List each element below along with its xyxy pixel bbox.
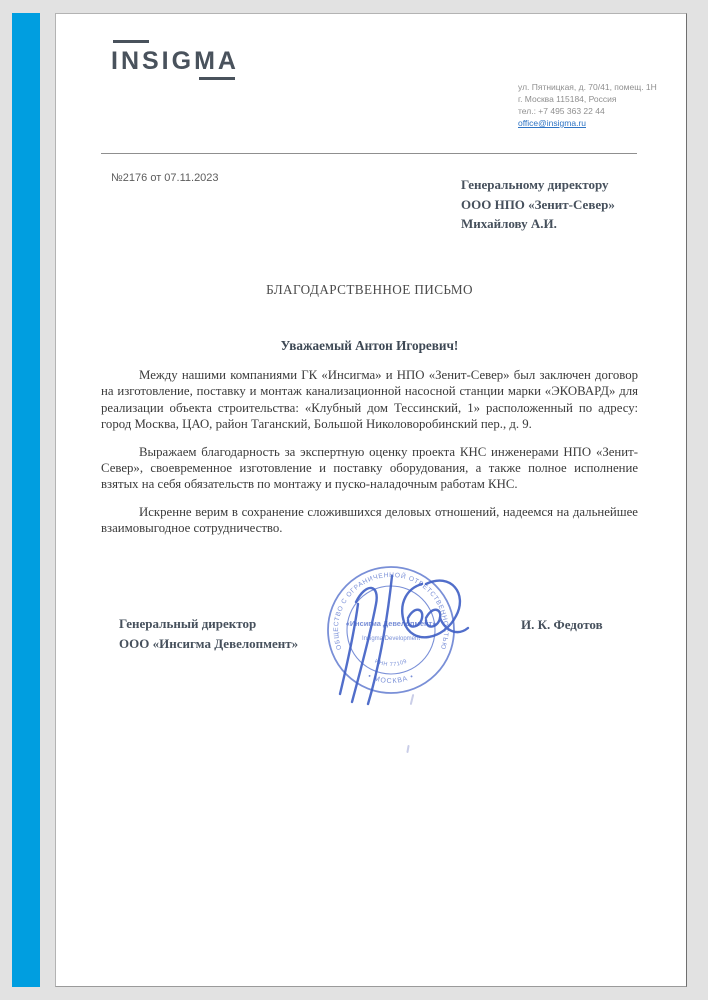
recipient-line: ООО НПО «Зенит-Север»: [461, 196, 615, 212]
header-divider: [101, 153, 637, 154]
stamp-center-name-en: Insigma Development: [361, 636, 421, 642]
address-line: г. Москва 115184, Россия: [518, 94, 617, 104]
letter-title: БЛАГОДАРСТВЕННОЕ ПИСЬМО: [266, 282, 473, 297]
letter-page: [55, 13, 687, 987]
letter-paragraph: Между нашими компаниями ГК «Инсигма» и НПО «Зенит-Север» был заключен договор на изготовление, поставку и монтаж канализационной насосной станции марки «ЭКОВАРД» для реализации объекта строительства: «Клубный дом Тессинский, 1» расположенный по адресу: город Москва, ЦАО, район Таганский, Большой Николоворобинский пер., д. 9.: [101, 368, 638, 432]
letter-paragraph: Искренне верим в сохранение сложившихся деловых отношений, надеемся на дальнейшее взаимовыгодное сотрудничество.: [101, 504, 638, 536]
email-link[interactable]: office@insigma.ru: [518, 118, 586, 128]
company-address: [518, 81, 657, 129]
accent-bar: [12, 13, 40, 987]
reference-number: №2176 от 07.11.2023: [111, 172, 219, 184]
signer-company: ООО «Инсигма Девелопмент»: [119, 636, 299, 651]
signature-title-block: [119, 614, 298, 654]
stamp-city-text: • МОСКВА •: [366, 672, 416, 686]
signer-name: И. К. Федотов: [521, 617, 603, 632]
address-line: ул. Пятницкая, д. 70/41, помещ. 1Н: [518, 82, 657, 92]
logo-overline: [113, 40, 149, 43]
recipient-line: Генеральному директору: [461, 177, 609, 192]
letter-body: [101, 282, 638, 548]
stamp-rim-top-text: ОБЩЕСТВО С ОГРАНИЧЕННОЙ ОТВЕТСТВЕННОСТЬЮ: [332, 571, 450, 651]
stamp-inn-text: ИНН 77109: [373, 658, 409, 669]
recipient-block: [461, 175, 615, 234]
recipient-line: Михайлову А.И.: [461, 216, 557, 231]
signer-position: Генеральный директор: [119, 616, 257, 631]
ink-speck: [406, 745, 409, 753]
insigma-logo: [111, 47, 239, 76]
logo-underline: [199, 77, 235, 80]
logo-text: INSIGMA: [111, 47, 239, 75]
stamp-center-name: «Инсигма Девелопмент»: [345, 619, 437, 628]
stamp-inner-ring: [347, 586, 435, 674]
salutation: Уважаемый Антон Игоревич!: [280, 338, 459, 353]
letter-paragraph: Выражаем благодарность за экспертную оценку проекта КНС инженерами НПО «Зенит-Север», своевременное изготовление и поставку оборудования, а также полное исполнение взятых на себя обязательств по монтажу и пуско-наладочным работам КНС.: [101, 444, 638, 492]
address-line: тел.: +7 495 363 22 44: [518, 106, 605, 116]
